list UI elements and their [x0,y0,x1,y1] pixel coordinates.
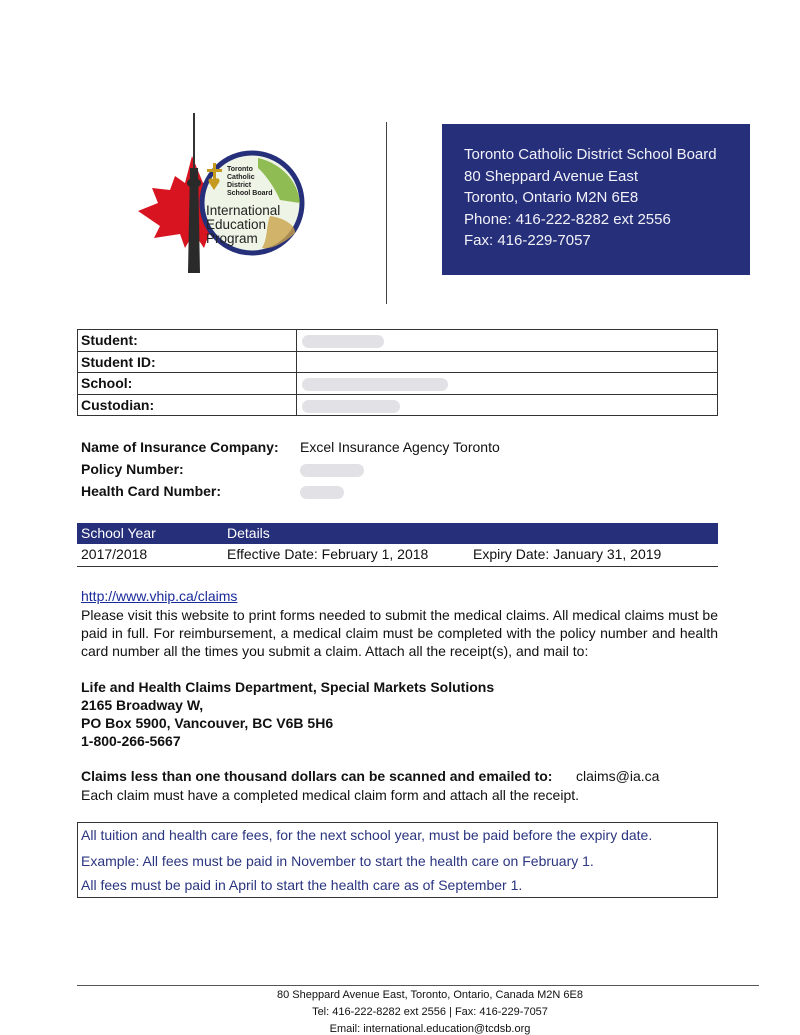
contact-line-city: Toronto, Ontario M2N 6E8 [464,189,639,206]
details-column-header: Details [227,525,270,541]
logo-org-line-2: Catholic [227,174,255,181]
school-year-column-header: School Year [81,525,156,541]
logo-program-line-3: Program [206,231,258,246]
mailing-address-po-box: PO Box 5900, Vancouver, BC V6B 5H6 [81,715,334,731]
footer-address: 80 Sheppard Avenue East, Toronto, Ontario, Canada M2N 6E8 [277,989,583,1001]
logo-program-line-2: Education [206,217,267,232]
contact-address-box [442,124,750,275]
header-divider [386,122,387,304]
claims-email: claims@ia.ca [576,768,660,784]
fees-line-1: All tuition and health care fees, for the next school year, must be paid before the expiry date. [81,827,653,843]
table-row [78,351,718,373]
contact-line-fax: Fax: 416-229-7057 [464,232,591,249]
expiry-date: Expiry Date: January 31, 2019 [473,546,662,562]
claims-note: Each claim must have a completed medical claim form and attach all the receipt. [81,787,580,803]
student-id-value [297,351,718,373]
claims-website-link[interactable]: http://www.vhip.ca/claims [81,588,238,604]
insurance-company-value: Excel Insurance Agency Toronto [300,439,500,455]
insurance-company-label: Name of Insurance Company: [81,439,279,455]
footer-email: Email: international.education@tcdsb.org [329,1023,531,1035]
effective-date: Effective Date: February 1, 2018 [227,546,429,562]
table-row [77,544,718,567]
contact-line-board: Toronto Catholic District School Board [464,146,717,163]
footer-divider [77,985,759,986]
policy-number-label: Policy Number: [81,461,184,477]
logo-org-line-3: District [227,182,252,189]
email-claims-label: Claims less than one thousand dollars can be scanned and emailed to: [81,768,553,784]
contact-line-street: 80 Sheppard Avenue East [464,167,639,185]
custodian-label: Custodian: [78,394,297,416]
mailing-address-phone: 1-800-266-5667 [81,733,181,749]
health-card-label: Health Card Number: [81,483,222,499]
mailing-address-street: 2165 Broadway W, [81,697,204,713]
logo-program-line-1: International [206,203,281,218]
school-year-value: 2017/2018 [81,546,148,562]
school-year-table-header [77,523,718,544]
school-value-redacted [297,373,718,395]
footer-phone-fax: Tel: 416-222-8282 ext 2556 | Fax: 416-229-7057 [312,1006,548,1018]
fees-notice-box [77,822,718,898]
table-row [78,330,718,352]
instructions-paragraph: Please visit this website to print forms needed to submit the medical claims. All medical claims must be paid in full. For reimbursement, a medical claim must be completed with the policy number and health card number all the times you submit a claim. Attach all the receipt(s), and mail to: [81,607,718,659]
student-id-label: Student ID: [78,351,297,373]
health-card-redacted [300,484,344,502]
fees-line-3: All fees must be paid in April to start the health care as of September 1. [81,877,523,893]
school-label: School: [78,373,297,395]
fees-line-2: Example: All fees must be paid in November to start the health care on February 1. [81,853,594,869]
logo-org-line-4: School Board [227,190,273,197]
custodian-value-redacted [297,394,718,416]
mailing-address-department: Life and Health Claims Department, Special Markets Solutions [81,679,495,695]
tcdsb-international-education-logo [130,108,310,283]
logo-org-line-1: Toronto [227,166,253,173]
table-row [78,394,718,416]
contact-line-phone: Phone: 416-222-8282 ext 2556 [464,210,671,228]
student-label: Student: [78,330,297,352]
student-info-table [77,329,718,416]
student-value-redacted [297,330,718,352]
table-row [78,373,718,395]
policy-number-redacted [300,462,364,480]
